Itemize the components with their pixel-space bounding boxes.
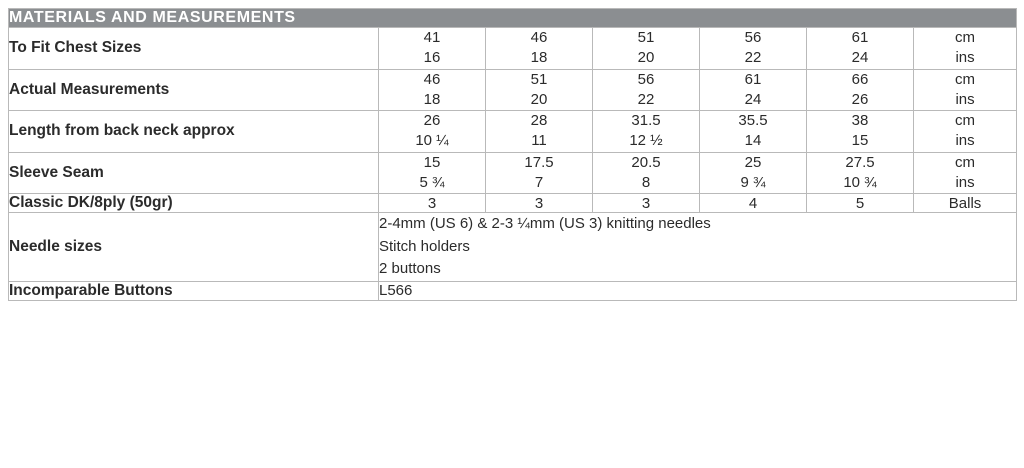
cell-length-4 [700,111,807,153]
cell-actual-1 [379,69,486,111]
cell-actual-5 [807,69,914,111]
row-label-sleeve-seam: Sleeve Seam [9,152,379,194]
row-label-length-from-back-neck: Length from back neck approx [9,111,379,153]
value-metric: 56 [637,70,655,88]
value-imperial: 26 [851,90,869,108]
unit-imperial: ins [955,90,975,108]
value-metric: 46 [530,29,548,46]
value-imperial: 18 [423,90,441,108]
table-title-row [9,9,1017,28]
value-metric: 38 [851,112,869,129]
row-label-to-fit-chest-sizes: To Fit Chest Sizes [9,28,379,70]
table-row [9,152,1017,194]
table-row [9,69,1017,111]
table-row [9,213,1017,282]
value-metric: 46 [423,70,441,88]
value-imperial: 20 [637,49,655,67]
value-metric: 51 [530,70,548,88]
value-imperial: 20 [530,90,548,108]
unit-imperial: ins [955,132,975,150]
value-imperial: 18 [530,49,548,67]
value-imperial: 14 [744,132,762,150]
table-row [9,281,1017,300]
cell-chest-size-2 [486,28,593,70]
row-label-needle-sizes: Needle sizes [9,213,379,282]
value-metric: 61 [744,70,762,88]
cell-yarn-1: 3 [379,194,486,213]
value-metric: 61 [851,29,869,46]
unit-imperial: ins [955,173,975,191]
value-metric: 35.5 [738,112,768,129]
value-imperial: 5 ¾ [419,173,445,191]
cell-actual-4 [700,69,807,111]
value-metric: 41 [423,29,441,46]
cell-sleeve-2 [486,152,593,194]
cell-units-sleeve [914,152,1017,194]
needle-note-line-1: 2-4mm (US 6) & 2-3 ¼mm (US 3) knitting needles [379,215,711,232]
cell-length-5 [807,111,914,153]
cell-chest-size-3 [593,28,700,70]
cell-sleeve-4 [700,152,807,194]
value-metric: 51 [637,29,655,46]
table-row [9,28,1017,70]
unit-metric: cm [955,153,976,171]
value-imperial: 7 [534,173,544,191]
table-row [9,194,1017,213]
cell-yarn-4: 4 [700,194,807,213]
value-imperial: 9 ¾ [740,173,766,191]
value-metric: 20.5 [631,153,661,171]
value-imperial: 22 [744,49,762,67]
cell-units-actual [914,69,1017,111]
cell-sleeve-1 [379,152,486,194]
needle-note-line-2: Stitch holders [379,237,470,255]
value-metric: 27.5 [845,153,875,171]
value-imperial: 24 [851,49,869,67]
value-imperial: 15 [851,132,869,150]
unit-imperial: ins [955,49,975,67]
needle-note-line-3: 2 buttons [379,260,441,277]
table-row [9,111,1017,153]
cell-sleeve-5 [807,152,914,194]
value-metric: 66 [851,70,869,88]
unit-metric: cm [955,112,976,129]
cell-actual-2 [486,69,593,111]
value-metric: 56 [744,29,762,46]
value-metric: 28 [530,112,548,129]
value-imperial: 22 [637,90,655,108]
value-imperial: 24 [744,90,762,108]
cell-button-code: L566 [379,281,1017,300]
materials-measurements-table [8,8,1017,301]
cell-yarn-2: 3 [486,194,593,213]
value-imperial: 12 ½ [629,132,663,150]
cell-units-length [914,111,1017,153]
cell-needle-notes [379,213,1017,282]
cell-units-chest [914,28,1017,70]
row-label-incomparable-buttons: Incomparable Buttons [9,281,379,300]
row-label-yarn: Classic DK/8ply (50gr) [9,194,379,213]
value-metric: 26 [423,112,441,129]
value-metric: 17.5 [524,153,554,171]
value-metric: 15 [423,153,441,171]
cell-length-3 [593,111,700,153]
unit-metric: cm [955,29,976,46]
value-imperial: 8 [641,173,651,191]
value-imperial: 10 ¾ [843,173,877,191]
table-title: MATERIALS AND MEASUREMENTS [9,9,1017,28]
cell-chest-size-1 [379,28,486,70]
cell-actual-3 [593,69,700,111]
value-imperial: 11 [531,132,547,150]
unit-metric: cm [955,70,976,88]
cell-chest-size-5 [807,28,914,70]
value-metric: 25 [744,153,762,171]
cell-sleeve-3 [593,152,700,194]
value-imperial: 16 [423,49,441,67]
value-imperial: 10 ¼ [415,132,449,150]
cell-yarn-3: 3 [593,194,700,213]
cell-yarn-unit: Balls [914,194,1017,213]
cell-length-2 [486,111,593,153]
cell-yarn-5: 5 [807,194,914,213]
cell-chest-size-4 [700,28,807,70]
cell-length-1 [379,111,486,153]
value-metric: 31.5 [631,112,661,129]
row-label-actual-measurements: Actual Measurements [9,69,379,111]
